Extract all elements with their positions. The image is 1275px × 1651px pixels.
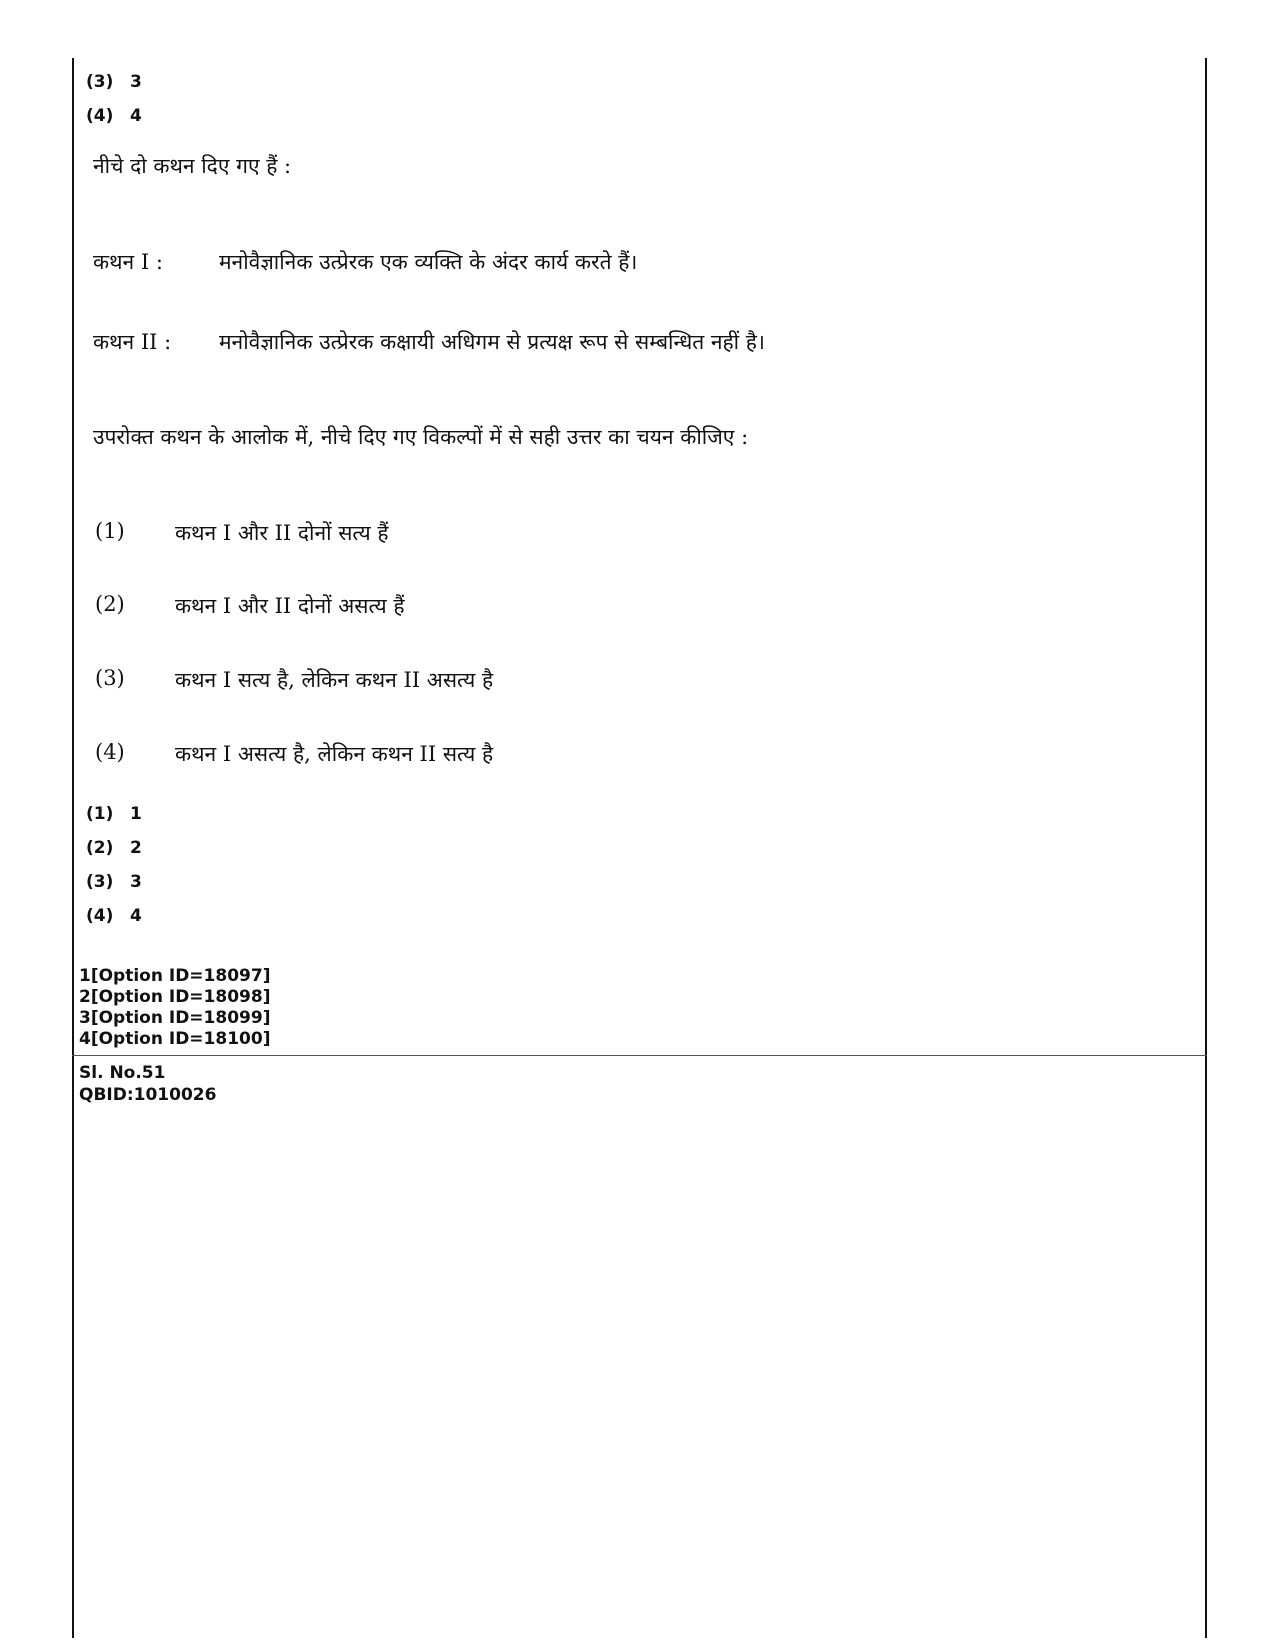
page-border-left bbox=[72, 58, 74, 1638]
option-value: 1 bbox=[130, 804, 142, 824]
answer-option-3 bbox=[86, 872, 142, 892]
option-number: (2) bbox=[86, 838, 114, 858]
statement-1-label: कथन I : bbox=[93, 250, 163, 274]
next-question-meta bbox=[79, 1062, 216, 1106]
choice-2-text: कथन I और II दोनों असत्य हैं bbox=[175, 594, 405, 618]
choice-2-number: (2) bbox=[95, 592, 125, 616]
option-number: (3) bbox=[86, 872, 114, 892]
statement-2-label: कथन II : bbox=[93, 330, 172, 354]
option-value: 3 bbox=[130, 72, 142, 92]
option-id: 3[Option ID=18099] bbox=[79, 1008, 271, 1028]
option-value: 4 bbox=[130, 106, 142, 126]
choice-1-text: कथन I और II दोनों सत्य हैं bbox=[175, 521, 389, 545]
option-number: (1) bbox=[86, 804, 114, 824]
answer-option-4 bbox=[86, 906, 142, 926]
option-id-list bbox=[79, 966, 270, 1050]
option-value: 4 bbox=[130, 906, 142, 926]
choice-3-number: (3) bbox=[95, 666, 125, 690]
question-intro: नीचे दो कथन दिए गए हैं : bbox=[93, 154, 292, 178]
option-id: 2[Option ID=18098] bbox=[79, 987, 271, 1007]
option-id: 1[Option ID=18097] bbox=[79, 966, 271, 986]
statement-2-text: मनोवैज्ञानिक उत्प्रेरक कक्षायी अधिगम से प्रत्यक्ष रूप से सम्बन्धित नहीं है। bbox=[219, 330, 765, 354]
question-divider bbox=[72, 1055, 1207, 1056]
serial-number: Sl. No.51 bbox=[79, 1063, 166, 1083]
option-value: 3 bbox=[130, 872, 142, 892]
answer-option-2 bbox=[86, 838, 142, 858]
option-value: 2 bbox=[130, 838, 142, 858]
prev-option-4 bbox=[86, 106, 142, 126]
option-number: (4) bbox=[86, 906, 114, 926]
page-border-right bbox=[1205, 58, 1207, 1638]
qbid: QBID:1010026 bbox=[79, 1085, 217, 1105]
prev-option-3 bbox=[86, 72, 142, 92]
choice-4-number: (4) bbox=[95, 740, 125, 764]
option-number: (3) bbox=[86, 72, 114, 92]
option-id: 4[Option ID=18100] bbox=[79, 1029, 271, 1049]
question-prompt: उपरोक्त कथन के आलोक में, नीचे दिए गए विकल्पों में से सही उत्तर का चयन कीजिए : bbox=[93, 425, 749, 449]
answer-option-1 bbox=[86, 804, 142, 824]
choice-3-text: कथन I सत्य है, लेकिन कथन II असत्य है bbox=[175, 668, 494, 692]
choice-1-number: (1) bbox=[95, 519, 125, 543]
statement-1-text: मनोवैज्ञानिक उत्प्रेरक एक व्यक्ति के अंदर कार्य करते हैं। bbox=[219, 250, 638, 274]
choice-4-text: कथन I असत्य है, लेकिन कथन II सत्य है bbox=[175, 742, 494, 766]
option-number: (4) bbox=[86, 106, 114, 126]
